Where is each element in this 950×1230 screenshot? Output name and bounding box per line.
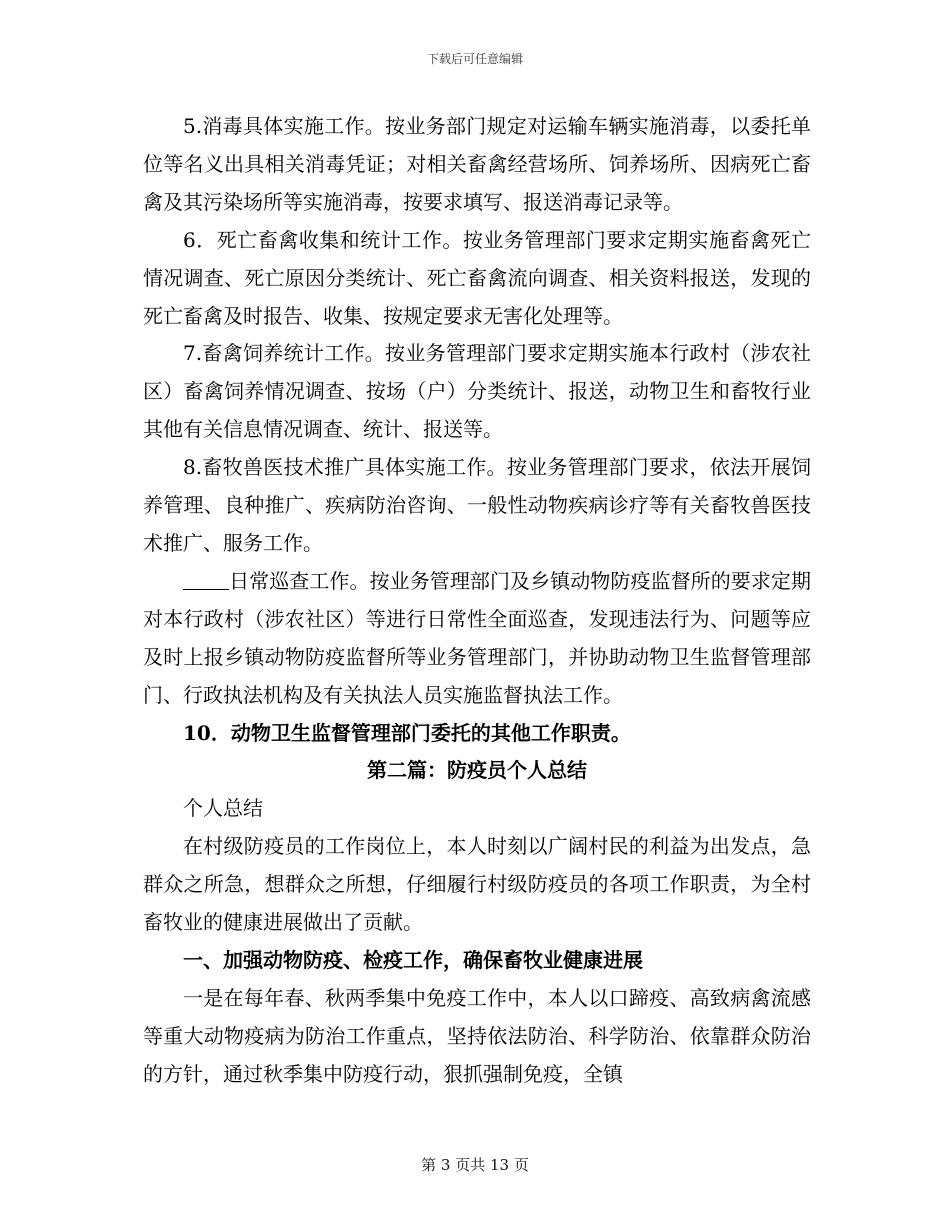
paragraph-item-7: 7.畜禽饲养统计工作。按业务管理部门要求定期实施本行政村（涉农社区）畜禽饲养情况调查、按场（户）分类统计、报送，动物卫生和畜牧行业其他有关信息情况调查、统计、报送等。 [143, 341, 811, 442]
page-header: 下载后可任意编辑 [426, 52, 523, 66]
paragraph-item-10: 10．动物卫生监督管理部门委托的其他工作职责。 [183, 720, 631, 745]
paragraph-item-9 [143, 563, 811, 715]
page-footer: 第 3 页共 13 页 [421, 1156, 529, 1174]
intro-paragraph: 在村级防疫员的工作岗位上，本人时刻以广阔村民的利益为出发点，急群众之所急，想群众之所想，仔细履行村级防疫员的各项工作职责，为全村畜牧业的健康进展做出了贡献。 [143, 834, 811, 935]
paragraph-item-5: 5.消毒具体实施工作。按业务部门规定对运输车辆实施消毒，以委托单位等名义出具相关消毒凭证；对相关畜禽经营场所、饲养场所、因病死亡畜禽及其污染场所等实施消毒，按要求填写、报送消毒记录等。 [143, 114, 811, 214]
document-body [143, 108, 811, 1094]
paragraph-item-9-text: 日常巡查工作。按业务管理部门及乡镇动物防疫监督所的要求定期对本行政村（涉农社区）等进行日常性全面巡查，发现违法行为、问题等应及时上报乡镇动物防疫监督所等业务管理部门，并协助动物卫生监督管理部门、行政执法机构及有关执法人员实施监督执法工作。 [143, 568, 811, 707]
heading-one: 一、加强动物防疫、检疫工作，确保畜牧业健康进展 [183, 947, 643, 972]
blank-underline [183, 571, 229, 590]
body-paragraph-one: 一是在每年春、秋两季集中免疫工作中，本人以口蹄疫、高致病禽流感等重大动物疫病为防治工作重点，坚持依法防治、科学防治、依靠群众防治的方针，通过秋季集中防疫行动，狠抓强制免疫，全镇 [143, 985, 811, 1086]
section-title: 第二篇：防疫员个人总结 [367, 758, 587, 783]
sub-label: 个人总结 [183, 796, 263, 821]
paragraph-item-8: 8.畜牧兽医技术推广具体实施工作。按业务管理部门要求，依法开展饲养管理、良种推广、疾病防治咨询、一般性动物疾病诊疗等有关畜牧兽医技术推广、服务工作。 [143, 455, 811, 555]
paragraph-item-6: 6．死亡畜禽收集和统计工作。按业务管理部门要求定期实施畜禽死亡情况调查、死亡原因分类统计、死亡畜禽流向调查、相关资料报送，发现的死亡畜禽及时报告、收集、按规定要求无害化处理等。 [143, 227, 811, 328]
